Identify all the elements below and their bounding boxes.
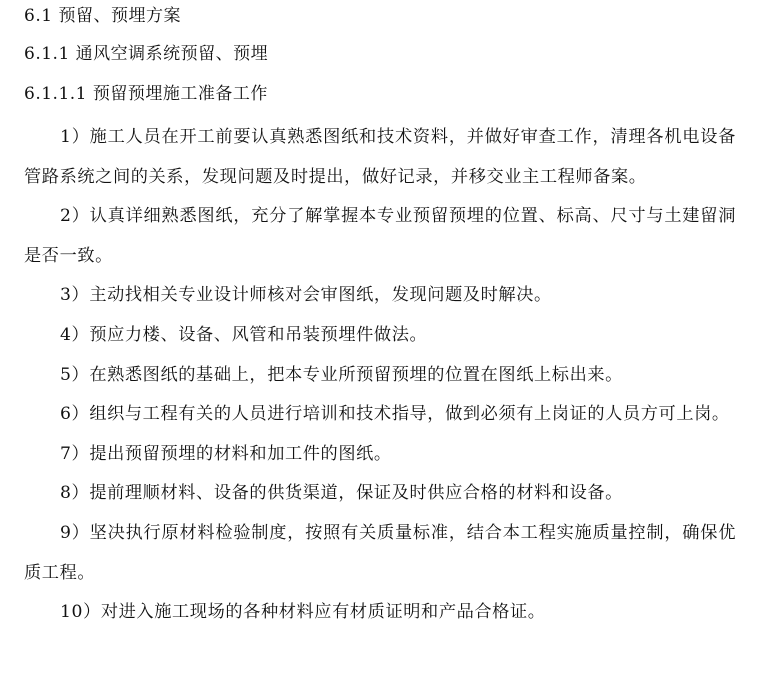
section-heading-6-1-1-1: 6.1.1.1 预留预埋施工准备工作 [24, 84, 268, 104]
list-item-9: 9）坚决执行原材料检验制度，按照有关质量标准，结合本工程实施质量控制，确保优质工程。 [24, 522, 736, 583]
list-item-4: 4）预应力楼、设备、风管和吊装预埋件做法。 [60, 324, 428, 345]
section-heading-6-1: 6.1 预留、预埋方案 [24, 6, 181, 26]
list-item-6: 6）组织与工程有关的人员进行培训和技术指导，做到必须有上岗证的人员方可上岗。 [60, 404, 730, 425]
list-item-2: 2）认真详细熟悉图纸，充分了解掌握本专业预留预埋的位置、标高、尺寸与土建留洞是否一致。 [24, 206, 736, 266]
preparation-list [24, 118, 736, 633]
list-item-8: 8）提前理顺材料、设备的供货渠道，保证及时供应合格的材料和设备。 [60, 483, 623, 504]
list-item-1: 1）施工人员在开工前要认真熟悉图纸和技术资料，并做好审查工作，清理各机电设备管路系统之间的关系，发现问题及时提出，做好记录，并移交业主工程师备案。 [24, 127, 736, 187]
list-item-3: 3）主动找相关专业设计师核对会审图纸，发现问题及时解决。 [60, 285, 552, 306]
list-item-5: 5）在熟悉图纸的基础上，把本专业所预留预埋的位置在图纸上标出来。 [60, 364, 623, 385]
section-heading-6-1-1: 6.1.1 通风空调系统预留、预埋 [24, 44, 269, 64]
list-item-10: 10）对进入施工现场的各种材料应有材质证明和产品合格证。 [60, 602, 546, 623]
list-item-7: 7）提出预留预埋的材料和加工件的图纸。 [60, 443, 392, 464]
